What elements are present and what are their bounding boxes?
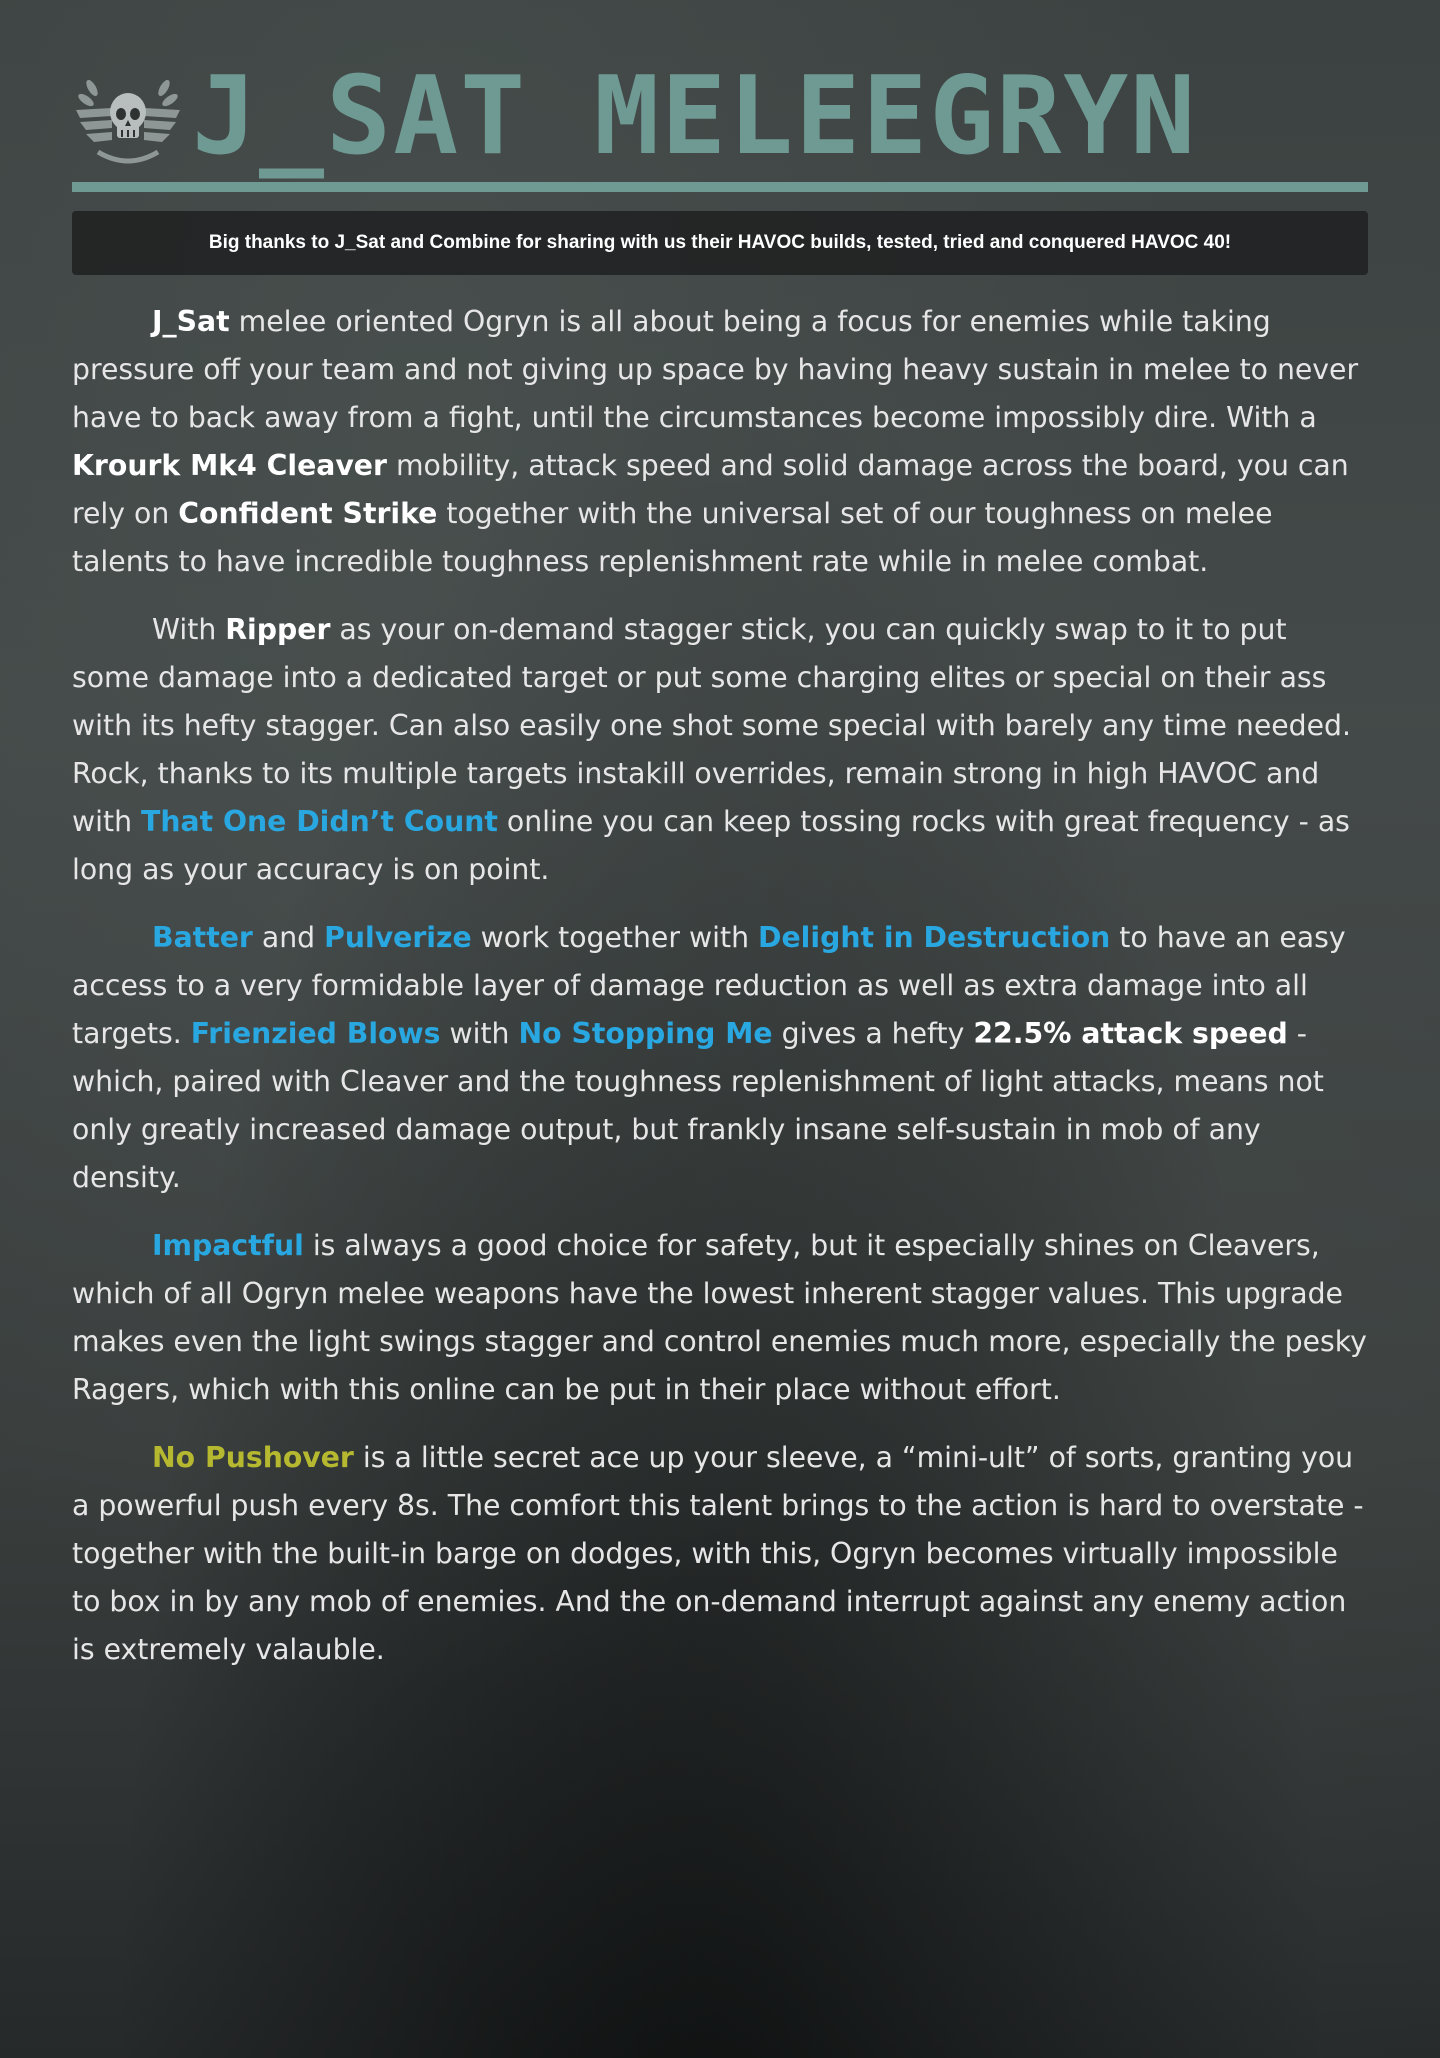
talent-no-stopping-me: No Stopping Me — [518, 1017, 773, 1050]
term-j-sat: J_Sat — [152, 305, 230, 338]
paragraph-2 — [72, 606, 1368, 894]
text: With — [152, 613, 226, 646]
title-divider — [72, 182, 1368, 192]
article-body — [72, 298, 1368, 1694]
term-confident-strike: Confident Strike — [178, 497, 438, 530]
talent-that-one-didnt-count: That One Didn’t Count — [141, 805, 498, 838]
text: work together with — [471, 921, 758, 954]
text: to have an easy access to a very formidable layer of damage reduction as well as extra damage into all targets. — [72, 921, 1346, 1050]
talent-delight-in-destruction: Delight in Destruction — [758, 921, 1111, 954]
text: is always a good choice for safety, but it especially shines on Cleavers, which of all Ogryn melee weapons have the lowest inherent stagger values. This upgrade makes even the light swings stagger and control enemies much more, especially the pesky Ragers, which with this online can be put in their place without effort. — [72, 1229, 1367, 1406]
text: online you can keep tossing rocks with great frequency - as long as your accuracy is on point. — [72, 805, 1350, 886]
text: mobility, attack speed and solid damage across the board, you can rely on — [72, 449, 1349, 530]
page — [72, 0, 1368, 1666]
paragraph-5 — [72, 1434, 1368, 1674]
stat-attack-speed: 22.5% attack speed — [973, 1017, 1288, 1050]
term-ripper: Ripper — [225, 613, 331, 646]
text: together with the universal set of our toughness on melee talents to have incredible toughness replenishment rate while in melee combat. — [72, 497, 1273, 578]
text: and — [252, 921, 325, 954]
paragraph-4 — [72, 1222, 1368, 1414]
header — [72, 0, 1368, 178]
text: gives a hefty — [772, 1017, 974, 1050]
page-title: J_SAT MELEEGRYN — [192, 54, 1198, 179]
talent-pulverize: Pulverize — [324, 921, 472, 954]
text: is a little secret ace up your sleeve, a “mini-ult” of sorts, granting you a powerful push every 8s. The comfort this talent brings to the action is hard to overstate - together with the built-in barge on dodges, with this, Ogryn becomes virtually impossible to box in by any mob of enemies. And the on-demand interrupt against any enemy action is extremely valauble. — [72, 1441, 1364, 1666]
term-krourk-mk4-cleaver: Krourk Mk4 Cleaver — [72, 449, 387, 482]
text: with — [440, 1017, 519, 1050]
thanks-banner: Big thanks to J_Sat and Combine for sharing with us their HAVOC builds, tested, tried and conquered HAVOC 40! — [72, 211, 1368, 275]
talent-no-pushover: No Pushover — [152, 1441, 354, 1474]
paragraph-3 — [72, 914, 1368, 1202]
talent-impactful: Impactful — [152, 1229, 304, 1262]
text: melee oriented Ogryn is all about being a focus for enemies while taking pressure off your team and not giving up space by having heavy sustain in melee to never have to back away from a fight, until the circumstances become impossibly dire. With a — [72, 305, 1359, 434]
paragraph-1 — [72, 298, 1368, 586]
talent-frienzied-blows: Frienzied Blows — [190, 1017, 441, 1050]
talent-batter: Batter — [152, 921, 253, 954]
text: as your on-demand stagger stick, you can quickly swap to it to put some damage into a dedicated target or put some charging elites or special on their ass with its hefty stagger. Can also easily one shot some special with barely any time needed. Rock, thanks to its multiple targets instakill overrides, remain strong in high HAVOC and with — [72, 613, 1351, 838]
text: - which, paired with Cleaver and the toughness replenishment of light attacks, means not only greatly increased damage output, but frankly insane self-sustain in mob of any density. — [72, 1017, 1324, 1194]
winged-skull-emblem-icon — [72, 70, 184, 170]
